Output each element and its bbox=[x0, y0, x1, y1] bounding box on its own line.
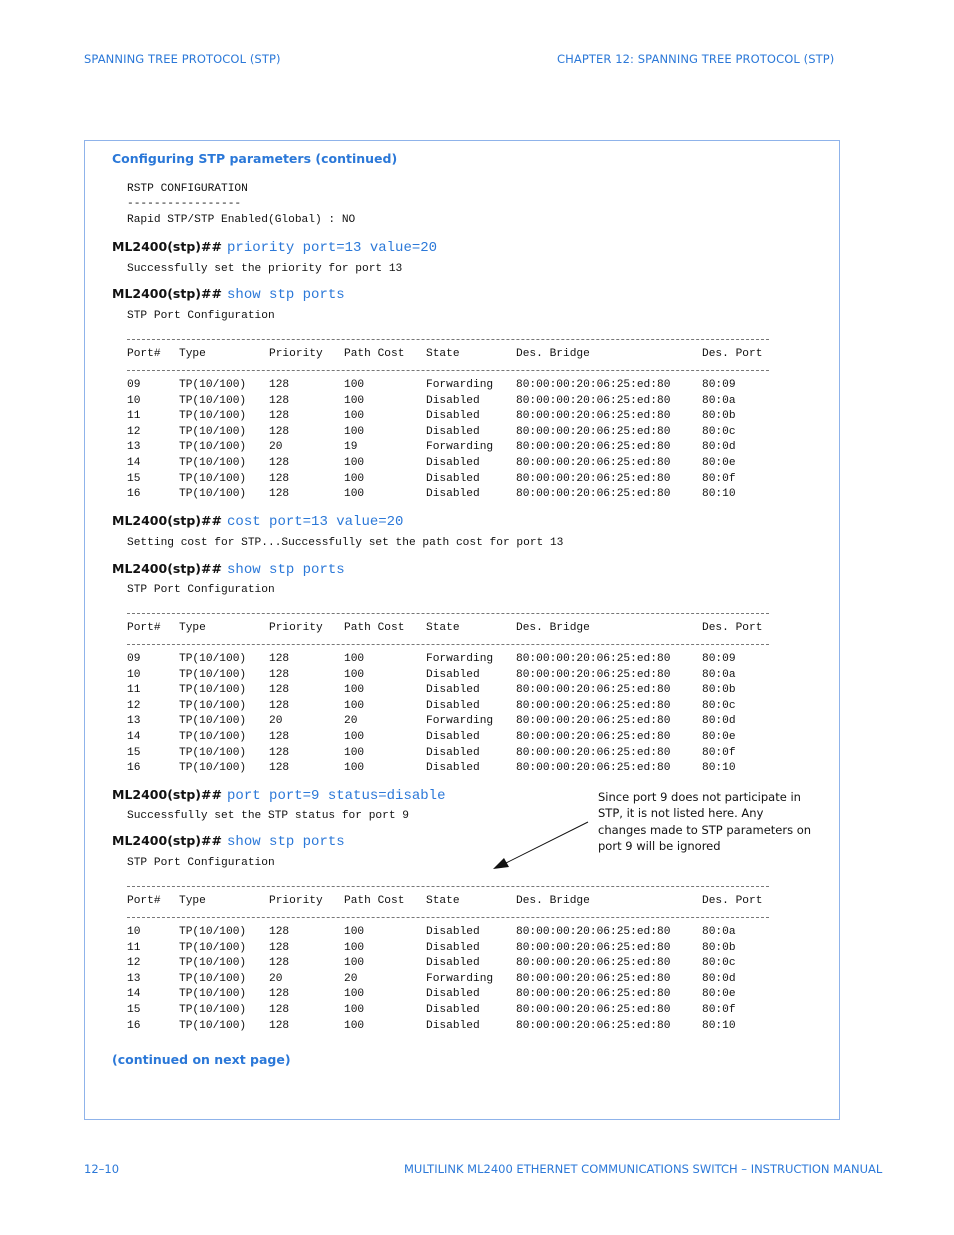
table-cell: Disabled bbox=[426, 456, 480, 469]
table-cell: 128 bbox=[269, 1019, 290, 1032]
table-cell: 80:00:00:20:06:25:ed:80 bbox=[516, 653, 671, 665]
table-cell: TP(10/100) bbox=[179, 410, 247, 423]
table-cell: 100 bbox=[344, 379, 365, 391]
table-row bbox=[127, 731, 787, 747]
table-row bbox=[127, 700, 787, 716]
table-cell: Priority bbox=[269, 895, 323, 907]
table-cell: 100 bbox=[344, 957, 365, 970]
table-cell: 80:00:00:20:06:25:ed:80 bbox=[516, 379, 671, 391]
table-cell: 19 bbox=[344, 441, 358, 454]
table-cell: 100 bbox=[344, 653, 365, 665]
table-cell: 20 bbox=[269, 441, 283, 454]
stp-config-title: STP Port Configuration bbox=[127, 857, 275, 869]
table-row bbox=[127, 762, 787, 778]
table-cell: 13 bbox=[127, 972, 141, 985]
table-row bbox=[127, 410, 787, 426]
table-cell: 128 bbox=[269, 762, 290, 775]
table-row bbox=[127, 684, 787, 700]
table-cell: 128 bbox=[269, 941, 290, 954]
table-cell: TP(10/100) bbox=[179, 941, 247, 954]
table-cell: TP(10/100) bbox=[179, 730, 247, 743]
table-row bbox=[127, 715, 787, 731]
command-line-show bbox=[112, 830, 345, 850]
table-cell: 20 bbox=[344, 715, 358, 728]
command-text: cost port=13 value=20 bbox=[227, 514, 404, 530]
table-cell: 80:00:00:20:06:25:ed:80 bbox=[516, 972, 671, 985]
table-cell: Forwarding bbox=[426, 379, 494, 391]
table-cell: Des. Bridge bbox=[516, 622, 590, 634]
table-cell: TP(10/100) bbox=[179, 472, 247, 485]
table-cell: TP(10/100) bbox=[179, 1019, 247, 1032]
table-cell: 13 bbox=[127, 715, 141, 728]
table-rule bbox=[127, 613, 769, 614]
table-cell: 80:00:00:20:06:25:ed:80 bbox=[516, 699, 671, 712]
table-cell: TP(10/100) bbox=[179, 762, 247, 775]
table-cell: 128 bbox=[269, 472, 290, 485]
stp-config-title: STP Port Configuration bbox=[127, 310, 275, 322]
table-cell: 80:00:00:20:06:25:ed:80 bbox=[516, 730, 671, 743]
table-cell: Disabled bbox=[426, 926, 480, 938]
page-number: 12–10 bbox=[84, 1162, 120, 1176]
cli-prompt: ML2400(stp)## bbox=[112, 561, 222, 576]
table-cell: Forwarding bbox=[426, 441, 494, 454]
table-cell: Disabled bbox=[426, 394, 480, 407]
table-cell: Des. Bridge bbox=[516, 895, 590, 907]
table-cell: 80:0e bbox=[702, 988, 736, 1001]
table-cell: 11 bbox=[127, 941, 141, 954]
table-row bbox=[127, 653, 787, 669]
table-cell: 15 bbox=[127, 472, 141, 485]
table-cell: 14 bbox=[127, 730, 141, 743]
table-cell: 128 bbox=[269, 730, 290, 743]
table-cell: 80:00:00:20:06:25:ed:80 bbox=[516, 488, 671, 501]
table-row bbox=[127, 988, 787, 1004]
table-cell: Disabled bbox=[426, 668, 480, 681]
table-cell: 80:0b bbox=[702, 410, 736, 423]
table-cell: 80:00:00:20:06:25:ed:80 bbox=[516, 746, 671, 759]
table-cell: Path Cost bbox=[344, 622, 405, 634]
annotation-arrow-icon bbox=[480, 810, 600, 880]
table-cell: TP(10/100) bbox=[179, 684, 247, 697]
table-cell: 80:0a bbox=[702, 926, 736, 938]
table-cell: Disabled bbox=[426, 941, 480, 954]
cli-prompt: ML2400(stp)## bbox=[112, 286, 222, 301]
cli-prompt: ML2400(stp)## bbox=[112, 787, 222, 802]
stp-ports-table-3 bbox=[127, 926, 787, 1035]
table-cell: TP(10/100) bbox=[179, 425, 247, 438]
table-cell: 100 bbox=[344, 684, 365, 697]
annotation-note: Since port 9 does not participate in STP, it is not listed here. Any changes made to STP parameters on port 9 will be ignored bbox=[590, 789, 814, 854]
table-row bbox=[127, 441, 787, 457]
table-cell: 80:09 bbox=[702, 379, 736, 391]
table-cell: 128 bbox=[269, 379, 290, 391]
table-cell: 128 bbox=[269, 699, 290, 712]
command-text: show stp ports bbox=[227, 834, 345, 850]
table-cell: Port# bbox=[127, 348, 161, 360]
table-cell: 80:00:00:20:06:25:ed:80 bbox=[516, 684, 671, 697]
table-cell: 20 bbox=[269, 972, 283, 985]
table-row bbox=[127, 1004, 787, 1020]
table-cell: TP(10/100) bbox=[179, 394, 247, 407]
table-rule bbox=[127, 339, 769, 340]
table-cell: Disabled bbox=[426, 988, 480, 1001]
table-row bbox=[127, 457, 787, 473]
table-cell: 80:00:00:20:06:25:ed:80 bbox=[516, 456, 671, 469]
table-cell: Port# bbox=[127, 895, 161, 907]
table-cell: 80:0d bbox=[702, 715, 736, 728]
table-cell: TP(10/100) bbox=[179, 926, 247, 938]
table-cell: Disabled bbox=[426, 425, 480, 438]
table-cell: 128 bbox=[269, 488, 290, 501]
table-cell: 80:10 bbox=[702, 1019, 736, 1032]
table-cell: Forwarding bbox=[426, 972, 494, 985]
table-cell: TP(10/100) bbox=[179, 379, 247, 391]
table-cell: 80:0b bbox=[702, 941, 736, 954]
table-row bbox=[127, 926, 787, 942]
table-cell: 16 bbox=[127, 488, 141, 501]
table-cell: TP(10/100) bbox=[179, 699, 247, 712]
table-cell: TP(10/100) bbox=[179, 653, 247, 665]
table-cell: Disabled bbox=[426, 684, 480, 697]
table-cell: 100 bbox=[344, 762, 365, 775]
table-cell: Disabled bbox=[426, 762, 480, 775]
table-row bbox=[127, 973, 787, 989]
table-cell: Forwarding bbox=[426, 715, 494, 728]
stp-ports-table-2 bbox=[127, 653, 787, 778]
table-cell: Type bbox=[179, 895, 206, 907]
table-cell: 80:09 bbox=[702, 653, 736, 665]
table-cell: Disabled bbox=[426, 957, 480, 970]
table-cell: State bbox=[426, 348, 460, 360]
table-cell: 100 bbox=[344, 425, 365, 438]
rstp-rule: ----------------- bbox=[127, 198, 242, 210]
table-cell: Forwarding bbox=[426, 653, 494, 665]
table-header bbox=[127, 348, 787, 364]
table-cell: 100 bbox=[344, 730, 365, 743]
table-cell: 80:0c bbox=[702, 699, 736, 712]
table-row bbox=[127, 942, 787, 958]
command-output: Setting cost for STP...Successfully set the path cost for port 13 bbox=[127, 537, 564, 549]
table-cell: 80:00:00:20:06:25:ed:80 bbox=[516, 394, 671, 407]
table-cell: Disabled bbox=[426, 1019, 480, 1032]
table-cell: 128 bbox=[269, 926, 290, 938]
table-cell: TP(10/100) bbox=[179, 988, 247, 1001]
table-cell: 14 bbox=[127, 988, 141, 1001]
table-cell: Type bbox=[179, 348, 206, 360]
table-cell: 14 bbox=[127, 456, 141, 469]
running-header-chapter: CHAPTER 12: SPANNING TREE PROTOCOL (STP) bbox=[557, 52, 835, 66]
table-cell: 80:00:00:20:06:25:ed:80 bbox=[516, 410, 671, 423]
table-row bbox=[127, 747, 787, 763]
table-cell: TP(10/100) bbox=[179, 668, 247, 681]
table-cell: 128 bbox=[269, 394, 290, 407]
manual-title: MULTILINK ML2400 ETHERNET COMMUNICATIONS SWITCH – INSTRUCTION MANUAL bbox=[404, 1162, 883, 1176]
table-cell: 128 bbox=[269, 425, 290, 438]
command-output: Successfully set the priority for port 13 bbox=[127, 263, 403, 275]
table-cell: 100 bbox=[344, 488, 365, 501]
table-cell: 80:00:00:20:06:25:ed:80 bbox=[516, 926, 671, 938]
table-cell: 128 bbox=[269, 957, 290, 970]
table-cell: 80:0c bbox=[702, 957, 736, 970]
table-cell: Disabled bbox=[426, 746, 480, 759]
table-cell: 10 bbox=[127, 394, 141, 407]
table-row bbox=[127, 473, 787, 489]
table-cell: 80:00:00:20:06:25:ed:80 bbox=[516, 715, 671, 728]
table-cell: 80:00:00:20:06:25:ed:80 bbox=[516, 472, 671, 485]
table-cell: TP(10/100) bbox=[179, 441, 247, 454]
table-cell: TP(10/100) bbox=[179, 715, 247, 728]
table-cell: 100 bbox=[344, 456, 365, 469]
table-cell: Port# bbox=[127, 622, 161, 634]
table-cell: Des. Port bbox=[702, 622, 763, 634]
table-cell: 80:0a bbox=[702, 394, 736, 407]
table-cell: Disabled bbox=[426, 472, 480, 485]
table-row bbox=[127, 957, 787, 973]
table-cell: 128 bbox=[269, 410, 290, 423]
table-cell: 128 bbox=[269, 1003, 290, 1016]
command-line-show bbox=[112, 558, 345, 578]
table-cell: TP(10/100) bbox=[179, 746, 247, 759]
table-cell: 100 bbox=[344, 988, 365, 1001]
table-row bbox=[127, 488, 787, 504]
cli-prompt: ML2400(stp)## bbox=[112, 513, 222, 528]
table-header bbox=[127, 895, 787, 911]
stp-ports-table-1 bbox=[127, 379, 787, 504]
table-cell: Disabled bbox=[426, 699, 480, 712]
table-cell: 80:00:00:20:06:25:ed:80 bbox=[516, 668, 671, 681]
table-row bbox=[127, 379, 787, 395]
table-header-row bbox=[127, 895, 787, 911]
command-line-priority bbox=[112, 236, 437, 256]
table-cell: 128 bbox=[269, 684, 290, 697]
box-title: Configuring STP parameters (continued) bbox=[112, 151, 398, 166]
table-row bbox=[127, 669, 787, 685]
table-cell: Des. Bridge bbox=[516, 348, 590, 360]
table-cell: 80:0d bbox=[702, 972, 736, 985]
table-cell: 80:0e bbox=[702, 730, 736, 743]
table-cell: State bbox=[426, 622, 460, 634]
table-cell: 11 bbox=[127, 410, 141, 423]
table-cell: 10 bbox=[127, 668, 141, 681]
table-cell: 128 bbox=[269, 988, 290, 1001]
table-rule bbox=[127, 370, 769, 371]
table-cell: 12 bbox=[127, 957, 141, 970]
table-cell: 80:00:00:20:06:25:ed:80 bbox=[516, 1019, 671, 1032]
table-cell: 100 bbox=[344, 410, 365, 423]
table-cell: 80:0c bbox=[702, 425, 736, 438]
table-cell: Des. Port bbox=[702, 348, 763, 360]
command-output: Successfully set the STP status for port 9 bbox=[127, 810, 409, 822]
table-cell: 09 bbox=[127, 379, 141, 391]
table-cell: Disabled bbox=[426, 488, 480, 501]
continued-note: (continued on next page) bbox=[112, 1052, 291, 1067]
table-cell: 128 bbox=[269, 456, 290, 469]
table-cell: 16 bbox=[127, 762, 141, 775]
table-cell: 100 bbox=[344, 1003, 365, 1016]
table-cell: 80:00:00:20:06:25:ed:80 bbox=[516, 425, 671, 438]
table-cell: 80:00:00:20:06:25:ed:80 bbox=[516, 941, 671, 954]
table-cell: 100 bbox=[344, 746, 365, 759]
table-cell: 13 bbox=[127, 441, 141, 454]
table-cell: 80:10 bbox=[702, 762, 736, 775]
table-cell: 09 bbox=[127, 653, 141, 665]
table-cell: 15 bbox=[127, 1003, 141, 1016]
table-cell: 100 bbox=[344, 941, 365, 954]
table-cell: 80:0a bbox=[702, 668, 736, 681]
table-cell: 80:0f bbox=[702, 472, 736, 485]
table-cell: 11 bbox=[127, 684, 141, 697]
table-cell: 12 bbox=[127, 699, 141, 712]
table-cell: 80:0f bbox=[702, 1003, 736, 1016]
table-cell: 100 bbox=[344, 1019, 365, 1032]
table-cell: 80:0e bbox=[702, 456, 736, 469]
table-cell: 80:0b bbox=[702, 684, 736, 697]
table-cell: TP(10/100) bbox=[179, 972, 247, 985]
table-cell: 80:00:00:20:06:25:ed:80 bbox=[516, 762, 671, 775]
table-cell: Type bbox=[179, 622, 206, 634]
table-header-row bbox=[127, 622, 787, 638]
table-cell: 80:00:00:20:06:25:ed:80 bbox=[516, 957, 671, 970]
table-cell: 80:0f bbox=[702, 746, 736, 759]
table-rule bbox=[127, 644, 769, 645]
cli-prompt: ML2400(stp)## bbox=[112, 833, 222, 848]
table-cell: Path Cost bbox=[344, 348, 405, 360]
table-cell: TP(10/100) bbox=[179, 957, 247, 970]
table-cell: 100 bbox=[344, 394, 365, 407]
table-cell: 128 bbox=[269, 668, 290, 681]
cli-prompt: ML2400(stp)## bbox=[112, 239, 222, 254]
table-cell: 20 bbox=[269, 715, 283, 728]
table-cell: 100 bbox=[344, 472, 365, 485]
table-cell: Disabled bbox=[426, 1003, 480, 1016]
table-cell: 80:0d bbox=[702, 441, 736, 454]
table-cell: 20 bbox=[344, 972, 358, 985]
table-cell: Priority bbox=[269, 348, 323, 360]
table-cell: 100 bbox=[344, 668, 365, 681]
command-text: show stp ports bbox=[227, 562, 345, 578]
table-header bbox=[127, 622, 787, 638]
table-cell: TP(10/100) bbox=[179, 1003, 247, 1016]
table-cell: 100 bbox=[344, 699, 365, 712]
command-text: port port=9 status=disable bbox=[227, 788, 446, 804]
table-cell: TP(10/100) bbox=[179, 456, 247, 469]
table-cell: TP(10/100) bbox=[179, 488, 247, 501]
table-row bbox=[127, 426, 787, 442]
table-cell: 80:00:00:20:06:25:ed:80 bbox=[516, 441, 671, 454]
command-text: priority port=13 value=20 bbox=[227, 240, 438, 256]
table-cell: 12 bbox=[127, 425, 141, 438]
table-cell: State bbox=[426, 895, 460, 907]
table-cell: 128 bbox=[269, 746, 290, 759]
table-header-row bbox=[127, 348, 787, 364]
stp-config-title: STP Port Configuration bbox=[127, 584, 275, 596]
table-cell: 80:10 bbox=[702, 488, 736, 501]
table-cell: Disabled bbox=[426, 410, 480, 423]
table-cell: Des. Port bbox=[702, 895, 763, 907]
table-cell: 80:00:00:20:06:25:ed:80 bbox=[516, 1003, 671, 1016]
table-cell: 128 bbox=[269, 653, 290, 665]
table-cell: Disabled bbox=[426, 730, 480, 743]
table-cell: 10 bbox=[127, 926, 141, 938]
table-cell: 15 bbox=[127, 746, 141, 759]
table-rule bbox=[127, 917, 769, 918]
command-text: show stp ports bbox=[227, 287, 345, 303]
running-header-section: SPANNING TREE PROTOCOL (STP) bbox=[84, 52, 281, 66]
table-cell: Path Cost bbox=[344, 895, 405, 907]
command-line-cost bbox=[112, 510, 403, 530]
table-cell: 100 bbox=[344, 926, 365, 938]
table-row bbox=[127, 395, 787, 411]
rstp-title: RSTP CONFIGURATION bbox=[127, 183, 248, 195]
rstp-line: Rapid STP/STP Enabled(Global) : NO bbox=[127, 214, 356, 226]
table-cell: 80:00:00:20:06:25:ed:80 bbox=[516, 988, 671, 1001]
command-line-port bbox=[112, 784, 445, 804]
table-cell: 16 bbox=[127, 1019, 141, 1032]
table-cell: Priority bbox=[269, 622, 323, 634]
table-row bbox=[127, 1020, 787, 1036]
command-line-show bbox=[112, 283, 345, 303]
table-rule bbox=[127, 886, 769, 887]
